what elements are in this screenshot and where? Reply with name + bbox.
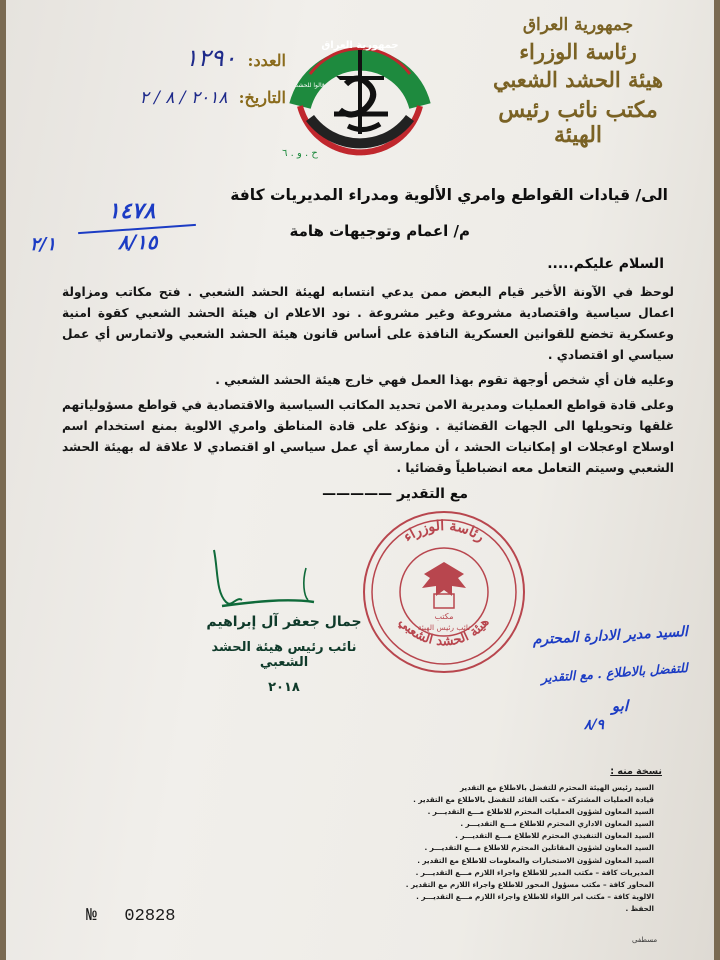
copy-line-7: السيد المعاون لشؤون الاستخبارات والمعلومات للاطلاع مع التقدير . xyxy=(417,855,654,865)
copy-line-1: السيد رئيس الهيئة المحترم للتفضل بالاطلاع مع التقدير xyxy=(459,783,654,792)
addressee-line: الى/ قيادات القواطع وامري الألوية ومدراء المديريات كافة xyxy=(230,186,668,204)
copy-line-2: قيادة العمليات المشتركة – مكتب القائد للتفضل بالاطلاع مع التقدير . xyxy=(413,795,654,805)
hw-ref-left: ٢/١ xyxy=(30,234,56,255)
hw-note-date: ٨/٩ xyxy=(583,717,604,733)
stamp-shield-icon xyxy=(434,594,454,608)
signatory-year: ٢٠١٨ xyxy=(268,680,300,695)
copy-line-4: السيد المعاون الاداري المحترم للاطلاع مـــع التقديـــر . xyxy=(460,819,654,829)
emblem-side-text: قالوا للحشد xyxy=(295,82,325,89)
ref-number-label: العدد: xyxy=(247,51,286,70)
greeting: السلام عليكم..... xyxy=(547,256,664,272)
stamp-ring-top: رئاسة الوزراء xyxy=(400,517,488,546)
closing-text: مع التقدير xyxy=(396,486,468,502)
copies-list xyxy=(234,782,654,915)
signature-stroke-1 xyxy=(214,550,242,604)
handwritten-reference xyxy=(30,198,210,260)
letterhead-line-1: جمهورية العراق xyxy=(522,15,634,35)
stamp-ring-bottom: هيئة الحشد الشعبي xyxy=(395,614,493,650)
paragraph-3: وعلى قادة قواطع العمليات ومديرية الامن تحديد المكاتب السياسية والاقتصادية في قواطع مسؤولياتهم غلقها وتحويلها الى الجهات القضائية . ونؤكد على قادة المناطق وامري الالوية بمنع استخدام اسم اوسلاح اوعجلات او إمكانيات الحشد ، أن ممارسة أي عمل سياسي او اقتصادي لا علاقة له بهيئة الحشد الشعبي وسيتم التعامل معه انضباطياً وقضائيا . xyxy=(62,398,674,475)
emblem-code: ح . و . ٦ xyxy=(282,148,318,159)
ref-number-row xyxy=(76,44,286,78)
copies-label: نسخة منه : xyxy=(610,766,662,777)
letterhead xyxy=(478,16,678,148)
signature-stroke-3 xyxy=(304,568,308,600)
letterhead-line-3: هيئة الحشد الشعبي xyxy=(492,66,664,92)
stamp-center-line: نائب رئيس الهيئة xyxy=(417,623,471,632)
copy-line-9: المحاور كافة – مكتب مسؤول المحور للاطلاع واجراء اللازم مع التقدير . xyxy=(405,879,654,889)
ref-number-value: ١٢٩٠ xyxy=(184,44,237,72)
ref-date-value: ٢٠١٨ / ٨ / ٢ xyxy=(139,88,228,108)
hw-note-line-1: السيد مدير الادارة المحترم xyxy=(532,623,689,649)
serial-value: 02828 xyxy=(124,907,176,926)
letter-body xyxy=(62,282,674,479)
copy-line-10: الالوية كافة – مكتب امر اللواء للاطلاع واجراء اللازم مـــع التقديـــر . xyxy=(416,891,654,901)
paragraph-2: وعليه فان أي شخص أوجهة تقوم بهذا العمل فهي خارج هيئة الحشد الشعبي . xyxy=(215,373,674,387)
letterhead-line-4: مكتب نائب رئيس الهيئة xyxy=(498,96,658,149)
closing-dashes: ————— xyxy=(322,486,393,502)
signatory-block xyxy=(186,614,382,695)
subject-line: م/ اعمام وتوجيهات هامة xyxy=(289,222,470,240)
reference-block xyxy=(76,44,286,108)
signatory-name: جمال جعفر آل إبراهيم xyxy=(206,614,362,630)
copy-line-8: المديريات كافة – مكتب المدير للاطلاع واجراء اللازم مـــع التقديـــر . xyxy=(415,867,654,877)
copy-line-11: الحفظ . xyxy=(625,903,654,913)
serial-number xyxy=(86,906,175,926)
footer-small-note: مسطفى xyxy=(632,936,658,944)
hw-ref-bottom: ٨/١٥ xyxy=(118,230,158,254)
emblem-arc-text: جمهورية العراق xyxy=(321,40,399,51)
paragraph-1: لوحظ في الآونة الأخير قيام البعض ممن يدعي انتسابه لهيئة الحشد الشعبي . فتح مكاتب ومزاولة اعمال سياسية واقتصادية مشروعة وغير مشروعة . نود الاعلام ان هيئة الحشد الشعبي كقوة امنية وعسكرية تخضع للقوانين العسكرية النافذة على أساس قانون هيئة الحشد الشعبي ولاتمارس أي عمل سياسي او اقتصادي . xyxy=(62,285,674,362)
stamp-eagle-icon xyxy=(422,562,466,596)
stamp-center-small: مكتب xyxy=(434,612,454,621)
serial-symbol: № xyxy=(86,906,97,926)
copy-line-3: السيد المعاون لشؤون العمليات المحترم للاطلاع مـــع التقديـــر . xyxy=(427,807,654,817)
letter-page xyxy=(6,0,714,960)
ref-date-row xyxy=(76,88,286,108)
ref-date-label: التاريخ: xyxy=(238,88,286,107)
closing xyxy=(288,486,468,502)
copy-line-6: السيد المعاون لشؤون المقاتلين المحترم للاطلاع مـــع التقديـــر . xyxy=(424,843,654,853)
hw-note-sign: ابو xyxy=(611,697,628,715)
handwritten-note xyxy=(458,623,689,733)
signatory-title: نائب رئيس هيئة الحشد الشعبي xyxy=(211,640,357,670)
hw-note-line-2: للتفضل بالاطلاع . مع التقدير xyxy=(540,659,689,686)
letterhead-line-2: رئاسة الوزراء xyxy=(519,38,637,64)
hw-ref-top: ١٤٧٨ xyxy=(108,198,156,224)
pmf-emblem xyxy=(276,14,444,176)
copy-line-5: السيد المعاون التنفيذي المحترم للاطلاع مـــع التقديـــر . xyxy=(455,831,654,841)
